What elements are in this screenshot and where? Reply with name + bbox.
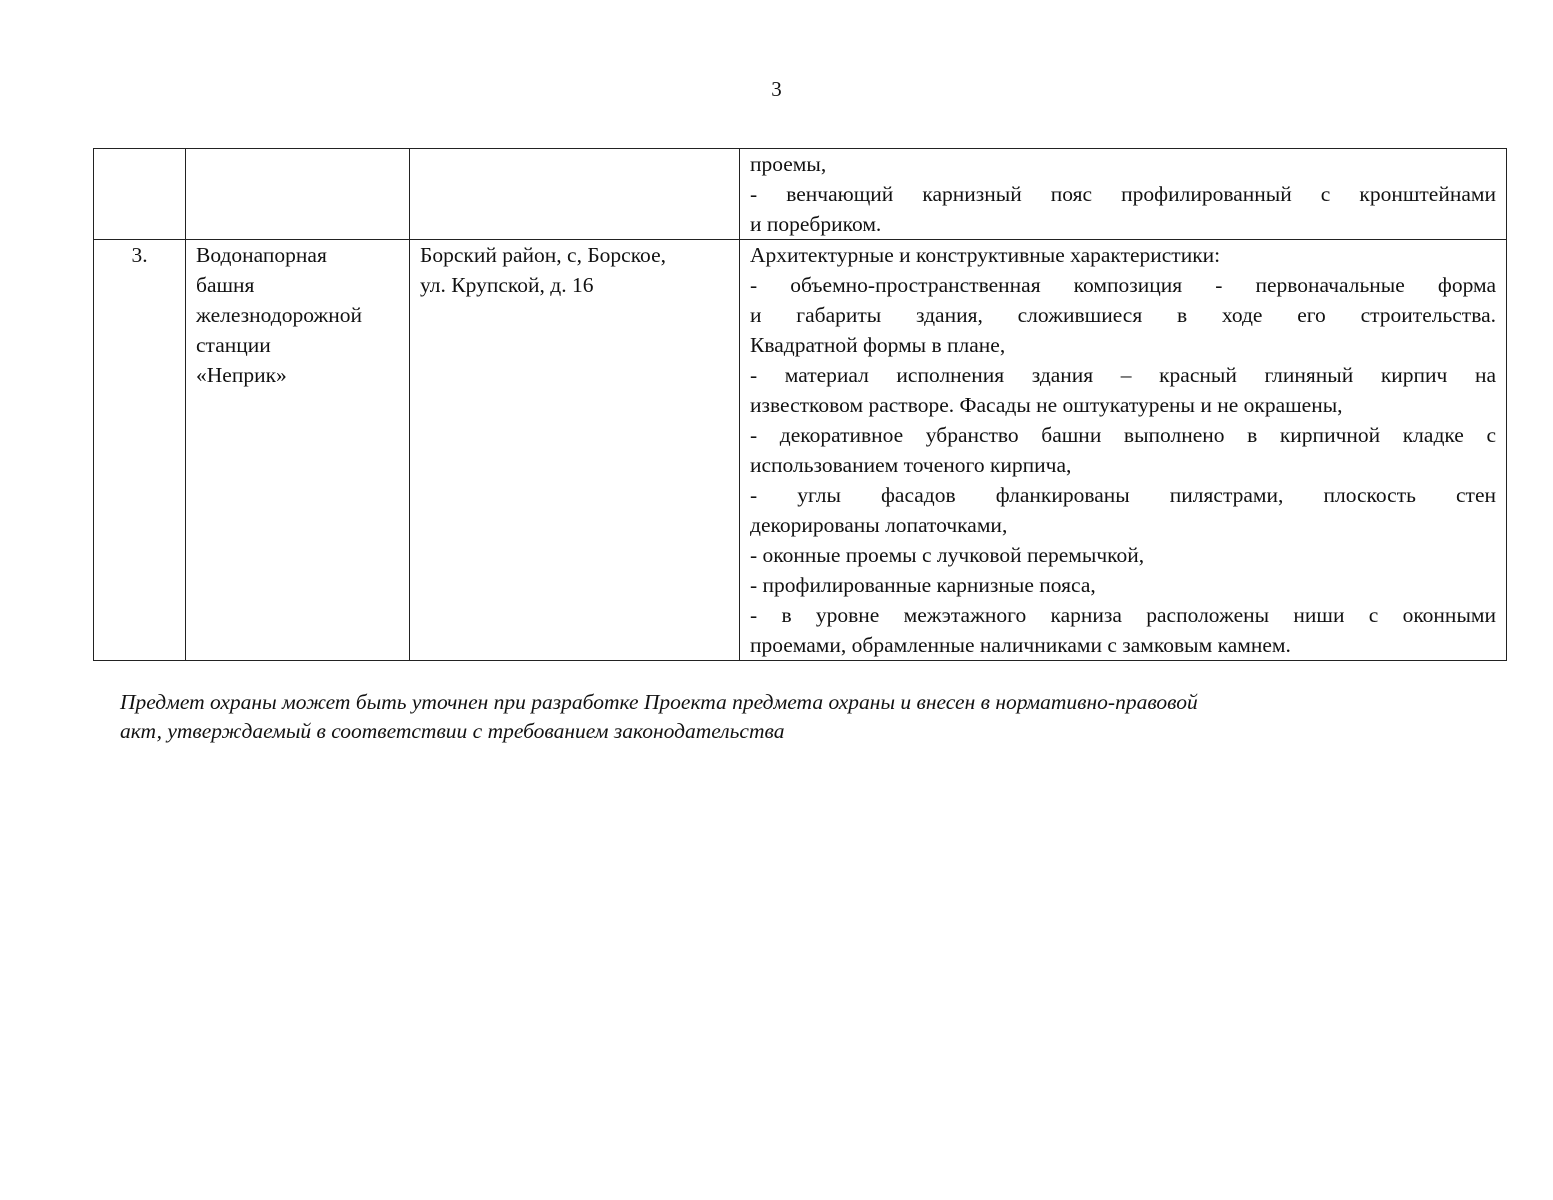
table-row-continuation [94, 149, 1507, 240]
description-line: - материал исполнения здания – красный глиняный кирпич на [750, 363, 1496, 387]
cell-number: 3. [94, 240, 186, 661]
page-number: 3 [771, 77, 782, 101]
address-line: ул. Крупской, д. 16 [420, 273, 594, 297]
description-line: - в уровне межэтажного карниза расположены ниши с оконными [750, 603, 1496, 627]
description-line: - профилированные карнизные пояса, [750, 573, 1096, 597]
cell-address [410, 240, 740, 661]
object-name-line: «Неприк» [196, 363, 287, 387]
cell-description [740, 240, 1507, 661]
description-line: - объемно-пространственная композиция - первоначальные форма [750, 273, 1496, 297]
description-line: проемами, обрамленные наличниками с замковым камнем. [750, 633, 1291, 657]
description-line: Архитектурные и конструктивные характеристики: [750, 243, 1221, 267]
cell-description-continuation [740, 149, 1507, 240]
description-line: декорированы лопаточками, [750, 513, 1008, 537]
cell-name-empty [186, 149, 410, 240]
description-line: известковом растворе. Фасады не оштукатурены и не окрашены, [750, 393, 1343, 417]
footnote-line: Предмет охраны может быть уточнен при разработке Проекта предмета охраны и внесен в нормативно-правовой [120, 690, 1198, 714]
description-line: - углы фасадов фланкированы пилястрами, плоскость стен [750, 483, 1496, 507]
footnote-line: акт, утверждаемый в соответствии с требованием законодательства [120, 719, 785, 743]
object-name-line: железнодорожной [196, 303, 363, 327]
description-line: и поребриком. [750, 212, 882, 236]
table-row-object-3 [94, 240, 1507, 661]
description-line: - венчающий карнизный пояс профилированный с кронштейнами [750, 182, 1496, 206]
description-line: проемы, [750, 152, 827, 176]
description-line: Квадратной формы в плане, [750, 333, 1006, 357]
cell-address-empty [410, 149, 740, 240]
address-line: Борский район, с, Борское, [420, 243, 666, 267]
object-name-line: башня [196, 273, 255, 297]
object-name-line: станции [196, 333, 271, 357]
description-line: использованием точеного кирпича, [750, 453, 1072, 477]
description-line: - декоративное убранство башни выполнено в кирпичной кладке с [750, 423, 1496, 447]
description-line: и габариты здания, сложившиеся в ходе его строительства. [750, 303, 1496, 327]
cell-number-empty [94, 149, 186, 240]
heritage-objects-table [93, 148, 1507, 661]
cell-object-name [186, 240, 410, 661]
object-name-line: Водонапорная [196, 243, 327, 267]
footnote-note [120, 688, 1410, 746]
description-line: - оконные проемы с лучковой перемычкой, [750, 543, 1145, 567]
